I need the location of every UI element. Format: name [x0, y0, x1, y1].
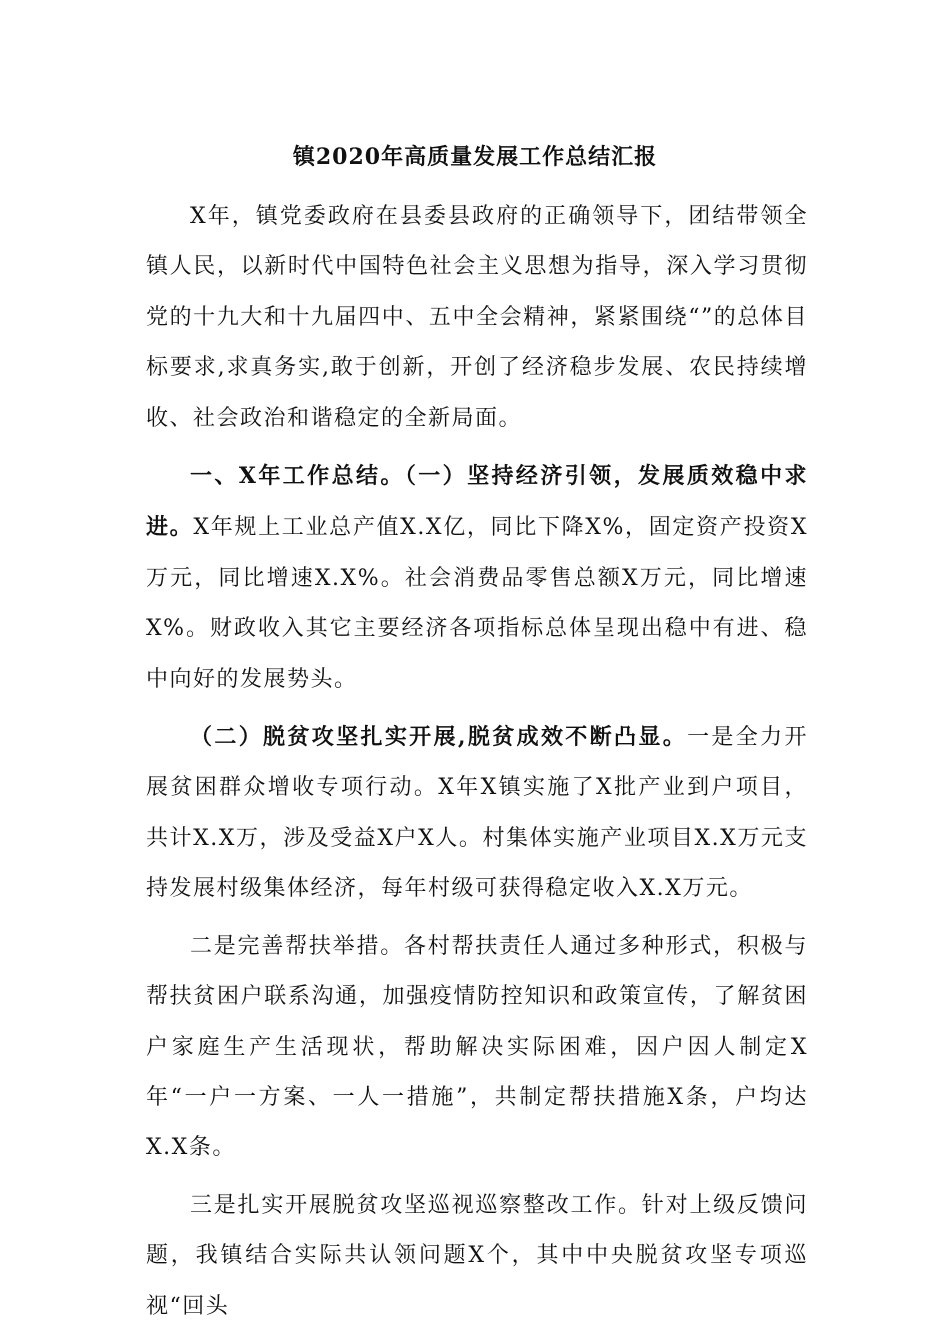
paragraph-poverty-body: 一是全力开展贫困群众增收专项行动。X年X镇实施了X批产业到户项目，共计X.X万，涉及受益X户X人。村集体实施产业项目X.X万元支持发展村级集体经济，每年村级可获得稳定收入X.X万元。: [146, 725, 808, 902]
paragraph-assistance: 二是完善帮扶举措。各村帮扶责任人通过多种形式，积极与帮扶贫困户联系沟通，加强疫情防控知识和政策宣传，了解贫困户家庭生产生活现状，帮助解决实际困难，因户因人制定X年“一户一方案、一人一措施”，共制定帮扶措施X条，户均达X.X条。: [146, 933, 808, 1161]
paragraph-economy-body: X年规上工业总产值X.X亿，同比下降X%，固定资产投资X万元，同比增速X.X%。社会消费品零售总额X万元，同比增速X%。财政收入其它主要经济各项指标总体呈现出稳中有进、稳中向好的发展势头。: [146, 515, 808, 692]
paragraph-poverty: [146, 712, 808, 915]
document-body: [146, 192, 808, 1339]
section-heading-economy: 一、X年工作总结。（一）坚持经济引领，发展质效稳中求进。: [146, 463, 808, 541]
document-title: 镇2020年高质量发展工作总结汇报: [292, 144, 658, 170]
paragraph-inspection: 三是扎实开展脱贫攻坚巡视巡察整改工作。针对上级反馈问题，我镇结合实际共认领问题X个，其中中央脱贫攻坚专项巡视“回头: [146, 1192, 808, 1319]
section-heading-poverty: （二）脱贫攻坚扎实开展,脱贫成效不断凸显。: [190, 724, 688, 751]
paragraph-economy: [146, 451, 808, 705]
paragraph-intro: X年，镇党委政府在县委县政府的正确领导下，团结带领全镇人民，以新时代中国特色社会主义思想为指导，深入学习贯彻党的十九大和十九届四中、五中全会精神，紧紧围绕“”的总体目标要求,求真务实,敢于创新，开创了经济稳步发展、农民持续增收、社会政治和谐稳定的全新局面。: [146, 204, 808, 431]
